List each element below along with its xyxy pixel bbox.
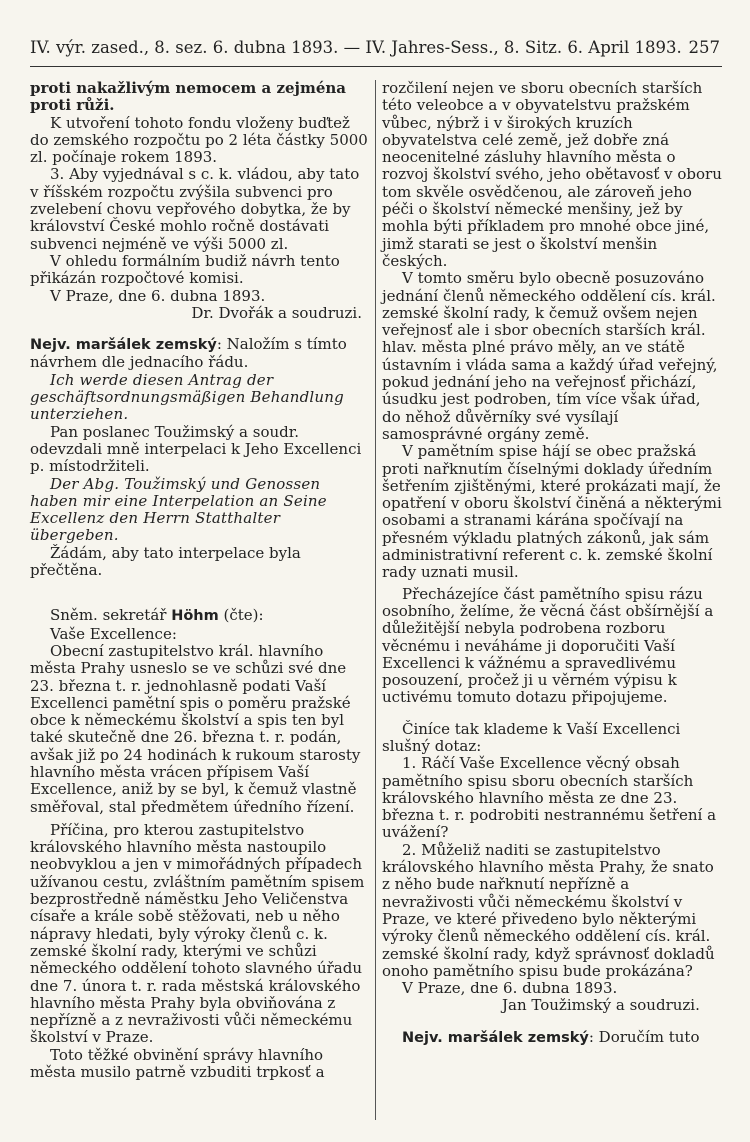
paragraph: Žádám, aby tato interpelace byla přečtěna. — [30, 543, 301, 580]
paragraph: Činíce tak klademe k Vaší Excellenci slušný dotaz: — [382, 719, 681, 755]
paragraph: rozčilení nejen ve sboru obecních starších této veleobce a v obyvatelstvu pražském vůbec, nýbrž i v širokých kruzích obyvatelstva celé země, jež dobře zná neocenitelné zásluhy hlavního města o rozvoj školství svého, jeho obětavosť v oboru tom skvěle osvědčenou, ale zároveň jeho péči o školství německé menšiny, jež by mohla býti příkladem pro mnohé obce jiné, jimž starati se jest o školství menšin českých. — [382, 79, 722, 270]
speaker-name: Nejv. maršálek zemský — [402, 1029, 589, 1046]
paragraph: proti nakažlivým nemocem a zejména proti růži. — [30, 79, 346, 115]
statement-text: : Doručím tuto — [588, 1027, 700, 1046]
paragraph: Příčina, pro kterou zastupitelstvo královského hlavního města nastoupilo neobvyklou a jen v mimořádných případech užívanou cestu, zvláštním pamětním spisem bezprostředně náměstku Jeho Veličenstva císaře a krále sobě stěžovati, neb u něho nápravy hledati, byly výroky členů c. k. zemské školní rady, kterými ve schůzi německého oddělení tohoto slavného úřadu dne 7. února t. r. rada městská královského hlavního města Prahy byla obviňována z nepřízně a z nevraživosti vůči německému školství v Praze. — [30, 820, 365, 1047]
paragraph: K utvoření tohoto fondu vloženy buďtež do zemského rozpočtu po 2 léta částky 5000 zl. počínaje rokem 1893. — [30, 113, 368, 167]
header-rule — [30, 66, 722, 67]
left-column — [30, 80, 372, 1081]
secretary-statement — [30, 607, 372, 625]
paragraph: Přecházejíce část pamětního spisu rázu osobního, želíme, že věcná část obšírnější a důležitější nebyla podrobena rozboru věcnému i neváháme ji doporučiti Vaší Excellenci k vážnému a spravedlivému posouzení, pročež ji u věrném výpisu k uctivému tomuto dotazu připojujeme. — [382, 584, 714, 707]
paragraph: 2. Můželiž naditi se zastupitelstvo královského hlavního města Prahy, že snato z něho bude nařknutí nepřízně a nevraživosti vůči německému školství v Praze, ve které přivedeno bylo některými výroky členů německého oddělení cís. král. zemské školní rady, když správnosť dokladů onoho pamětního spisu bude prokázána? — [382, 840, 715, 980]
speaker-name: Höhm — [171, 608, 219, 625]
signature: Dr. Dvořák a soudruzi. — [191, 303, 362, 322]
marshal-statement — [382, 1029, 722, 1047]
paragraph: Pan poslanec Toužimský a soudr. odevzdali mně interpelaci k Jeho Excellenci p. místodržiteli. — [30, 422, 362, 476]
paragraph: V ohledu formálním budiž návrh tento přikázán rozpočtové komisi. — [30, 251, 340, 288]
right-column — [375, 80, 722, 1120]
page-number: 257 — [688, 38, 720, 57]
paragraph: Obecní zastupitelstvo král. hlavního města Prahy usneslo se ve schůzi své dne 23. března t. r. jednohlasně podati Vaší Excellenci pamětní spis o poměru pražské obce k německému školství a spis ten byl také skutečně dne 26. března t. r. podán, avšak již po 24 hodinách k rukoum starosty hlavního města vrácen přípisem Vaší Excellence, aniž by se byl, k čemuž vlastně směřoval, stal předmětem úředního řízení. — [30, 641, 361, 816]
paragraph: 1. Ráčí Vaše Excellence věcný obsah pamětního spisu sboru obecních starších královského hlavního města ze dne 23. března t. r. podrobiti nestrannému šetření a uvážení? — [382, 754, 717, 842]
paragraph: V Praze, dne 6. dubna 1893. — [402, 979, 618, 998]
header-title: IV. výr. zased., 8. sez. 6. dubna 1893. — IV. Jahres-Sess., 8. Sitz. 6. April 1893. — [30, 38, 682, 57]
statement-text: : Naložím s tímto návrhem dle jednacího řádu. — [30, 335, 347, 372]
speaker-suffix: (čte): — [218, 606, 264, 625]
german-translation: Ich werde diesen Antrag der geschäftsordnungsmäßigen Behandlung unterziehen. — [30, 370, 344, 424]
salutation: Vaše Excellence: — [50, 624, 177, 643]
marshal-statement — [30, 336, 372, 372]
paragraph: V tomto směru bylo obecně posuzováno jednání členů německého oddělení cís. král. zemské školní rady, k čemuž ovšem nejen veřejnosť ale i sbor obecních starších král. hlav. města plné právo měly, an ve státě ústavním i vláda sama a každý úřad veřejný, pokud jednání jeho na veřejnosť přichází, úsudku jest podroben, tím více však úřad, do něhož důvěrníky své vysílají samosprávné orgány země. — [382, 269, 718, 443]
speaker-name: Nejv. maršálek zemský — [30, 337, 217, 354]
speaker-label: Sněm. sekretář — [50, 606, 172, 625]
paragraph: Toto těžké obvinění správy hlavního města musilo patrně vzbuditi trpkosť a — [30, 1045, 325, 1082]
paragraph: V Praze, dne 6. dubna 1893. — [50, 286, 266, 305]
paragraph: V pamětním spise hájí se obec pražská proti nařknutím číselnými doklady úředním šetřením zjištěnými, které prokázati mají, že opatření v oboru školství činěná a některými osobami a stranami kárána spočívají na přesném výkladu platných zákonů, jak sám administrativní referent c. k. zemské školní rady uznati musil. — [382, 442, 722, 582]
german-translation: Der Abg. Toužimský und Genossen haben mir eine Interpelation an Seine Excellenz den Herrn Statthalter übergeben. — [30, 474, 327, 545]
paragraph: 3. Aby vyjednával s c. k. vládou, aby tato v říšském rozpočtu zvýšila subvenci pro zvelebení chovu vepřového dobytka, že by království České mohlo ročně dostávati subvenci nejméně ve výši 5000 zl. — [30, 165, 360, 253]
signature: Jan Toužimský a soudruzi. — [502, 996, 700, 1015]
